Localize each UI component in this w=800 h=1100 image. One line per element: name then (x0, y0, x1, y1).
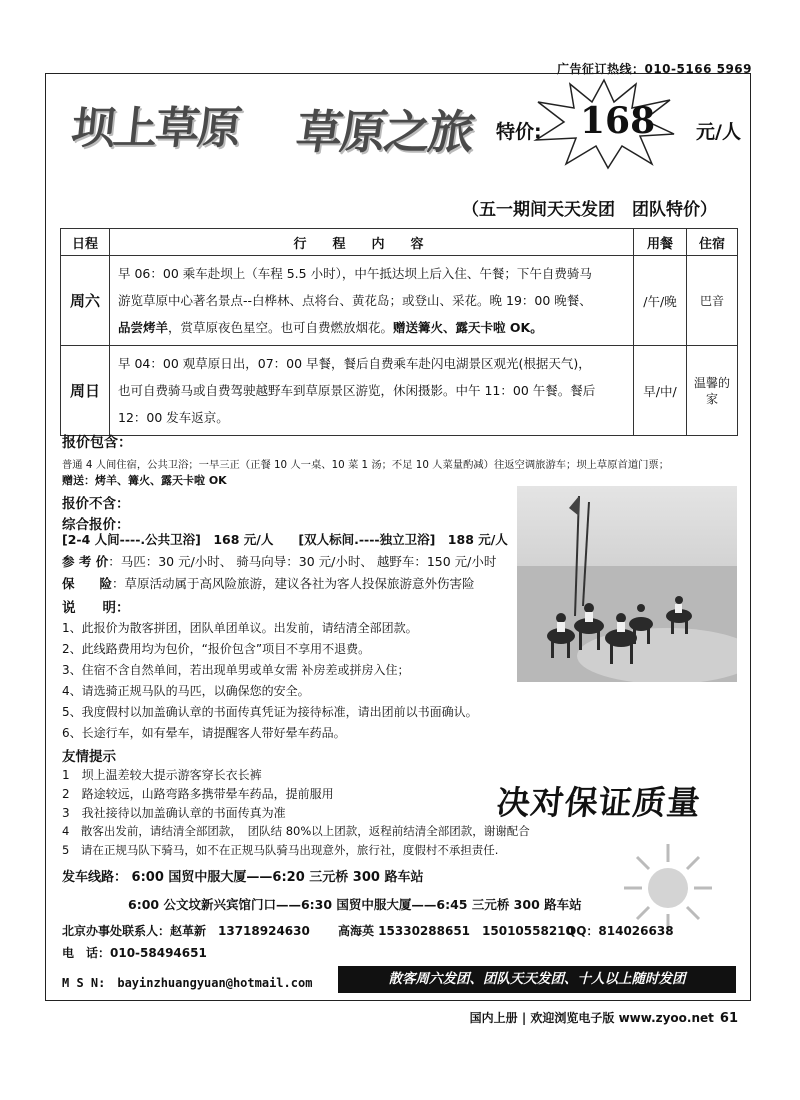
subtitle: （五一期间天天发团 团队特价） (462, 200, 717, 220)
insurance: 保 险：草原活动属于高风险旅游，建议各社为客人投保旅游意外伤害险 (62, 576, 475, 591)
contact-second: 高海英 15330288651 15010558210 (338, 924, 574, 938)
tip-item: 4 散客出发前，请结清全部团款， 团队结 80%以上团款，返程前结清全部团款，谢谢配合 (62, 824, 530, 838)
itinerary-line: 早 06：00 乘车赴坝上（车程 5.5 小时），中午抵达坝上后入住、午餐；下午自费骑马 (118, 266, 592, 281)
schedule-banner: 散客周六发团、团队天天发团、十人以上随时发团 (338, 966, 736, 993)
quality-guarantee: 决对保证质量 (494, 783, 703, 822)
tip-item: 5 请在正规马队下骑马，如不在正规马队骑马出现意外，旅行社，度假村不承担责任. (62, 843, 499, 857)
stay-saturday: 巴音 (687, 256, 738, 346)
itinerary-table (60, 228, 738, 436)
table-row (61, 256, 738, 346)
header-content: 行程内容 (110, 229, 634, 256)
price-value: 168 (580, 100, 656, 142)
combo-prices: [2-4 人间----.公共卫浴] 168 元/人 [双人标间.----独立卫浴] 188 元/人 (62, 532, 508, 547)
combo-heading: 综合报价： (62, 517, 130, 533)
title-grassland-tour: 草原之旅 (292, 105, 477, 159)
itinerary-line: 品尝烤羊，赏草原夜色星空。也可自费燃放烟花。赠送篝火、露天卡啦 OK。 (118, 320, 543, 335)
table-row (61, 346, 738, 436)
excluded-heading: 报价不含： (62, 496, 130, 512)
note-item: 5、我度假村以加盖确认章的书面传真凭证为接待标准，请出团前以书面确认。 (62, 705, 478, 719)
contact-office: 北京办事处联系人：赵革新 13718924630 (62, 924, 310, 938)
tip-item: 1 坝上温差较大提示游客穿长衣长裤 (62, 768, 262, 782)
note-item: 3、住宿不含自然单间，若出现单男或单女需 补房差或拼房入住； (62, 663, 410, 677)
note-item: 6、长途行车，如有晕车，请提醒客人带好晕车药品。 (62, 726, 346, 740)
meal-sunday: 早/中/ (634, 346, 687, 436)
price-label: 特价: (496, 121, 542, 143)
contact-phone: 电 话：010-58494651 (62, 946, 207, 960)
notes-heading: 说 明： (62, 600, 130, 616)
departure-route-2: 6:00 公文坟新兴宾馆门口——6:30 国贸中服大厦——6:45 三元桥 300 路车站 (128, 897, 582, 912)
itinerary-line: 游览草原中心著名景点--白桦林、点将台、黄花岛；或登山、采花。晚 19：00 晚餐、 (118, 293, 592, 308)
meal-saturday: /午/晚 (634, 256, 687, 346)
itinerary-saturday (110, 256, 634, 346)
tip-item: 3 我社接待以加盖确认章的书面传真为准 (62, 806, 286, 820)
horse-riding-photo (517, 486, 737, 682)
note-item: 4、请选骑正规马队的马匹，以确保您的安全。 (62, 684, 310, 698)
note-item: 1、此报价为散客拼团，团队单团单议。出发前，请结清全部团款。 (62, 621, 418, 635)
itinerary-line: 早 04：00 观草原日出，07：00 早餐，餐后自费乘车赴闪电湖景区观光(根据天气)， (118, 356, 591, 371)
reference-price: 参 考 价：马匹：30 元/小时、 骑马向导：30 元/小时、 越野车：150 元/小时 (62, 554, 497, 569)
itinerary-line: 也可自费骑马或自费驾驶越野车到草原景区游览，休闲摄影。中午 11：00 午餐。餐后 (118, 383, 596, 398)
tip-item: 2 路途较远，山路弯路多携带晕车药品，提前服用 (62, 787, 334, 801)
day-saturday: 周六 (61, 256, 110, 346)
included-heading: 报价包含： (62, 435, 132, 451)
note-item: 2、此线路费用均为包价，“报价包含”项目不享用不退费。 (62, 642, 371, 656)
price-unit: 元/人 (696, 121, 741, 143)
departure-route: 发车线路： 6:00 国贸中服大厦——6:20 三元桥 300 路车站 (62, 870, 424, 885)
title-bashang: 坝上草原 (68, 103, 243, 154)
page-footer: 国内上册 | 欢迎浏览电子版 www.zyoo.net 61 (469, 1011, 738, 1026)
itinerary-sunday (110, 346, 634, 436)
header-stay: 住宿 (687, 229, 738, 256)
included-gift: 赠送：烤羊、篝火、露天卡啦 OK (62, 474, 227, 487)
contact-qq: QQ：814026638 (566, 924, 674, 938)
ad-hotline: 广告征订热线：010-5166 5969 (556, 62, 752, 76)
contact-msn: M S N: bayinzhuangyuan@hotmail.com (62, 976, 313, 990)
included-line: 普通 4 人间住宿，公共卫浴；一早三正（正餐 10 人一桌、10 菜 1 汤；不足 10 人菜量酌减）往返空调旅游车；坝上草原首道门票； (62, 459, 670, 471)
header-day: 日程 (61, 229, 110, 256)
itinerary-line: 12：00 发车返京。 (118, 410, 229, 425)
day-sunday: 周日 (61, 346, 110, 436)
table-header-row (61, 229, 738, 256)
header-meal: 用餐 (634, 229, 687, 256)
page-number: 61 (719, 1011, 738, 1026)
tips-heading: 友情提示 (62, 749, 116, 765)
stay-sunday: 温馨的 家 (687, 346, 738, 436)
